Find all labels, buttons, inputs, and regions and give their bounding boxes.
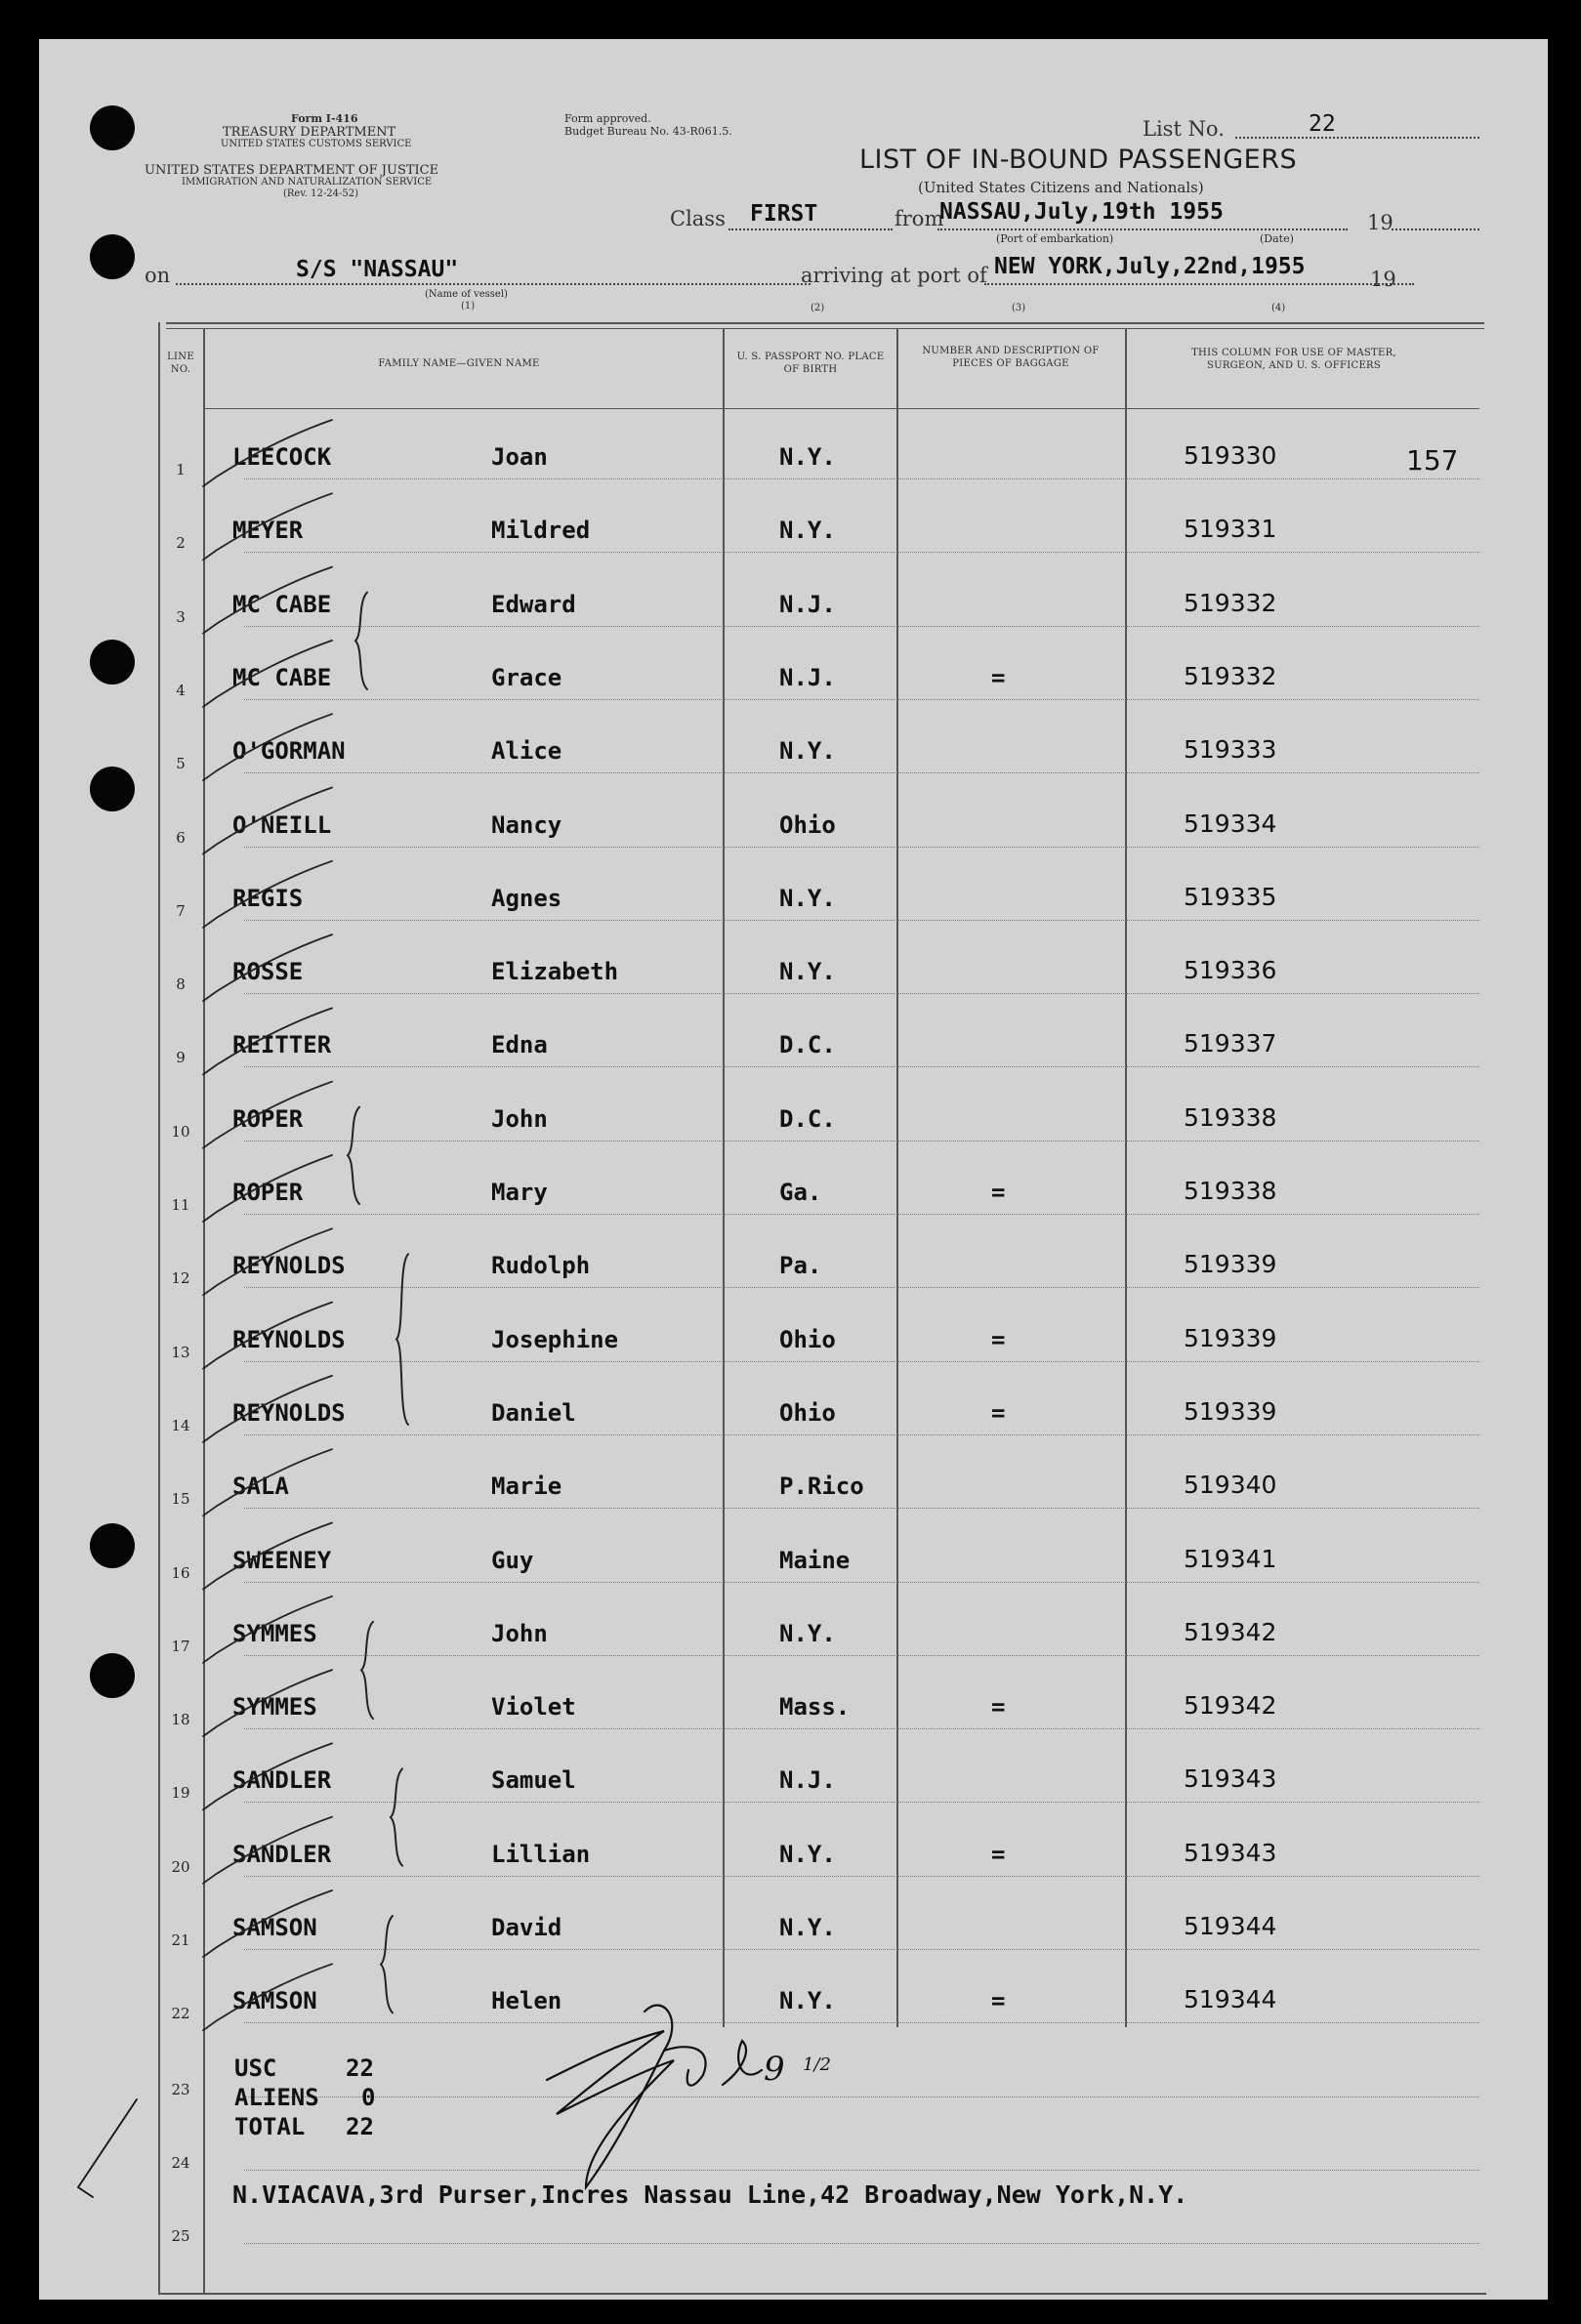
passenger-given-name: David bbox=[491, 1914, 562, 1941]
passenger-officer-code: 519335 bbox=[1184, 882, 1277, 911]
passenger-birthplace: Ohio bbox=[779, 1325, 836, 1353]
passenger-officer-code: 519339 bbox=[1184, 1323, 1277, 1352]
passenger-birthplace: Ohio bbox=[779, 810, 836, 839]
passenger-birthplace: P.Rico bbox=[779, 1473, 864, 1501]
passenger-officer-code: 519332 bbox=[1184, 588, 1277, 617]
passenger-given-name: Marie bbox=[491, 1473, 562, 1501]
passenger-family-name: ROSSE bbox=[232, 958, 304, 986]
passenger-officer-code: 519342 bbox=[1184, 1691, 1277, 1721]
budget-bureau: Budget Bureau No. 43-R061.5. bbox=[564, 125, 732, 138]
caption-2: (2) bbox=[811, 303, 825, 313]
passenger-family-name: SALA bbox=[232, 1473, 289, 1501]
col-header-baggage: NUMBER AND DESCRIPTION OF PIECES OF BAGGAGE bbox=[922, 346, 1100, 369]
passenger-birthplace: N.Y. bbox=[779, 443, 836, 471]
total-value: 22 bbox=[346, 2113, 374, 2140]
row-line-number: 23 bbox=[171, 2080, 190, 2098]
passenger-given-name: Edward bbox=[491, 590, 576, 618]
passenger-birthplace: N.Y. bbox=[779, 1840, 836, 1868]
purser-certification: N.VIACAVA,3rd Purser,Incres Nassau Line,42 Broadway,New York,N.Y. bbox=[232, 2180, 1188, 2209]
passenger-given-name: Helen bbox=[491, 1987, 562, 2015]
passenger-family-name: SYMMES bbox=[232, 1619, 317, 1647]
row-line-number: 12 bbox=[171, 1269, 190, 1288]
check-mark bbox=[203, 1743, 332, 1809]
passenger-officer-code: 519344 bbox=[1184, 1912, 1277, 1940]
check-mark bbox=[203, 1449, 332, 1515]
signature-suffix: 9 bbox=[764, 2050, 785, 2089]
passenger-given-name: Mildred bbox=[491, 517, 591, 545]
passenger-officer-code: 519342 bbox=[1184, 1617, 1277, 1646]
passenger-family-name: O'GORMAN bbox=[232, 737, 346, 766]
family-bracket bbox=[348, 1107, 359, 1204]
check-mark bbox=[203, 1964, 332, 2030]
form-number: Form I-416 bbox=[291, 112, 358, 125]
col-header-line-no: LINE NO. bbox=[167, 352, 194, 375]
passenger-birthplace: Mass. bbox=[779, 1693, 851, 1722]
check-mark bbox=[203, 567, 332, 634]
passenger-birthplace: Maine bbox=[779, 1546, 851, 1574]
passenger-family-name: SWEENEY bbox=[232, 1546, 332, 1574]
check-mark bbox=[203, 1008, 332, 1074]
passenger-family-name: MEYER bbox=[232, 517, 304, 545]
passenger-given-name: Josephine bbox=[491, 1325, 619, 1353]
passenger-given-name: Grace bbox=[491, 663, 562, 691]
passenger-birthplace: Pa. bbox=[779, 1252, 822, 1280]
row-line-number: 13 bbox=[171, 1343, 190, 1361]
passenger-birthplace: N.Y. bbox=[779, 737, 836, 766]
signature-fraction: 1/2 bbox=[803, 2054, 831, 2075]
row-line-number: 1 bbox=[176, 461, 186, 478]
passenger-family-name: REYNOLDS bbox=[232, 1252, 346, 1280]
document-page bbox=[39, 39, 1548, 2300]
passenger-officer-code: 519337 bbox=[1184, 1029, 1277, 1058]
passenger-officer-code: 519344 bbox=[1184, 1985, 1277, 2014]
list-no-value: 22 bbox=[1309, 111, 1336, 137]
passenger-officer-code: 519343 bbox=[1184, 1838, 1277, 1867]
family-bracket bbox=[381, 1916, 393, 2013]
from-label: from bbox=[895, 207, 944, 230]
passenger-family-name: MC CABE bbox=[232, 663, 332, 691]
passenger-family-name: SANDLER bbox=[232, 1766, 332, 1795]
family-bracket bbox=[391, 1768, 402, 1865]
passenger-family-name: REITTER bbox=[232, 1031, 332, 1059]
passenger-given-name: Joan bbox=[491, 443, 548, 471]
port-caption: (Port of embarkation) bbox=[996, 232, 1114, 245]
vessel-caption: (Name of vessel) bbox=[425, 289, 508, 300]
passenger-baggage: = bbox=[991, 1693, 1006, 1722]
aliens-label: ALIENS bbox=[234, 2084, 319, 2111]
check-mark bbox=[203, 1376, 332, 1442]
check-mark bbox=[203, 714, 332, 780]
passenger-officer-code: 519338 bbox=[1184, 1177, 1277, 1205]
row-line-number: 19 bbox=[171, 1784, 190, 1803]
passenger-family-name: REYNOLDS bbox=[232, 1325, 346, 1353]
row-line-number: 22 bbox=[171, 2005, 190, 2023]
passenger-baggage: = bbox=[991, 663, 1006, 691]
check-mark bbox=[203, 1817, 332, 1884]
passenger-birthplace: N.J. bbox=[779, 1766, 836, 1795]
year-label: 19 bbox=[1367, 211, 1394, 234]
check-mark bbox=[203, 493, 332, 560]
passenger-baggage: = bbox=[991, 1987, 1006, 2015]
check-mark bbox=[203, 1228, 332, 1295]
passenger-officer-code: 519334 bbox=[1184, 809, 1277, 838]
passenger-officer-code: 519336 bbox=[1184, 956, 1277, 985]
passenger-given-name: Rudolph bbox=[491, 1252, 591, 1280]
page-subtitle: (United States Citizens and Nationals) bbox=[918, 179, 1204, 196]
vessel-caption-num: (1) bbox=[461, 301, 476, 311]
passenger-officer-code: 519330 bbox=[1184, 441, 1277, 470]
row-line-number: 7 bbox=[176, 901, 186, 920]
treasury-dept: TREASURY DEPARTMENT bbox=[223, 125, 396, 140]
row-line-number: 8 bbox=[176, 975, 186, 994]
row-line-number: 6 bbox=[176, 828, 186, 847]
passenger-given-name: Alice bbox=[491, 737, 562, 766]
passenger-given-name: Samuel bbox=[491, 1766, 576, 1795]
passenger-given-name: John bbox=[491, 1619, 548, 1647]
passenger-family-name: O'NEILL bbox=[232, 810, 332, 839]
row-line-number: 10 bbox=[171, 1122, 190, 1141]
check-mark bbox=[203, 1890, 332, 1957]
passenger-family-name: ROPER bbox=[232, 1179, 304, 1206]
passenger-baggage: = bbox=[991, 1179, 1006, 1206]
passenger-given-name: Daniel bbox=[491, 1398, 576, 1427]
row-line-number: 14 bbox=[171, 1416, 190, 1434]
passenger-given-name: Nancy bbox=[491, 810, 562, 839]
ins-service: IMMIGRATION AND NATURALIZATION SERVICE bbox=[182, 177, 433, 187]
vessel-name: S/S "NASSAU" bbox=[296, 257, 459, 282]
check-mark bbox=[203, 934, 332, 1001]
caption-4: (4) bbox=[1271, 303, 1286, 313]
passenger-given-name: Elizabeth bbox=[491, 958, 619, 986]
check-mark bbox=[203, 1082, 332, 1148]
passenger-officer-code: 519340 bbox=[1184, 1471, 1277, 1500]
row-line-number: 21 bbox=[171, 1931, 190, 1949]
passenger-given-name: Guy bbox=[491, 1546, 534, 1574]
passenger-given-name: Agnes bbox=[491, 884, 562, 912]
passenger-officer-code: 519339 bbox=[1184, 1396, 1277, 1426]
passenger-birthplace: N.Y. bbox=[779, 1987, 836, 2015]
family-brackets bbox=[39, 39, 1548, 2300]
passenger-birthplace: N.J. bbox=[779, 663, 836, 691]
passenger-given-name: Violet bbox=[491, 1693, 576, 1722]
row-line-number: 4 bbox=[176, 681, 186, 699]
arrival-value: NEW YORK,July,22nd,1955 bbox=[994, 254, 1306, 279]
passenger-birthplace: D.C. bbox=[779, 1031, 836, 1059]
passenger-family-name: ROPER bbox=[232, 1104, 304, 1133]
col-header-name: FAMILY NAME—GIVEN NAME bbox=[378, 358, 540, 369]
row-line-number: 24 bbox=[171, 2153, 190, 2172]
passenger-given-name: John bbox=[491, 1104, 548, 1133]
family-bracket bbox=[396, 1254, 408, 1425]
passenger-officer-code: 519331 bbox=[1184, 515, 1277, 544]
arriving-label: arriving at port of bbox=[801, 264, 987, 287]
list-no-label: List No. bbox=[1143, 117, 1225, 141]
passenger-birthplace: N.Y. bbox=[779, 1619, 836, 1647]
row-line-number: 3 bbox=[176, 607, 186, 626]
row-line-number: 16 bbox=[171, 1563, 190, 1582]
row-line-number: 5 bbox=[176, 755, 186, 773]
customs-service: UNITED STATES CUSTOMS SERVICE bbox=[221, 139, 412, 149]
usc-label: USC bbox=[234, 2054, 277, 2082]
passenger-family-name: REYNOLDS bbox=[232, 1398, 346, 1427]
check-mark bbox=[203, 861, 332, 928]
row-line-number: 17 bbox=[171, 1637, 190, 1655]
passenger-given-name: Edna bbox=[491, 1031, 548, 1059]
check-mark bbox=[203, 1670, 332, 1736]
class-label: Class bbox=[670, 207, 726, 230]
aliens-value: 0 bbox=[361, 2084, 376, 2111]
passenger-birthplace: N.J. bbox=[779, 590, 836, 618]
passenger-family-name: SYMMES bbox=[232, 1693, 317, 1722]
passenger-family-name: MC CABE bbox=[232, 590, 332, 618]
form-revision: (Rev. 12-24-52) bbox=[283, 188, 359, 199]
passenger-baggage: = bbox=[991, 1840, 1006, 1868]
passenger-family-name: REGIS bbox=[232, 884, 304, 912]
passenger-birthplace: N.Y. bbox=[779, 1914, 836, 1941]
passenger-baggage: = bbox=[991, 1325, 1006, 1353]
check-mark bbox=[203, 788, 332, 854]
justice-dept: UNITED STATES DEPARTMENT OF JUSTICE bbox=[145, 163, 439, 178]
form-approved: Form approved. bbox=[564, 112, 651, 125]
class-value: FIRST bbox=[750, 201, 818, 227]
date-caption: (Date) bbox=[1260, 232, 1294, 245]
row-line-number: 18 bbox=[171, 1711, 190, 1729]
row-line-number: 11 bbox=[171, 1196, 190, 1214]
check-mark bbox=[203, 1303, 332, 1369]
passenger-birthplace: N.Y. bbox=[779, 884, 836, 912]
passenger-family-name: SANDLER bbox=[232, 1840, 332, 1868]
passenger-officer-code: 519333 bbox=[1184, 735, 1277, 765]
passenger-birthplace: Ga. bbox=[779, 1179, 822, 1206]
check-mark bbox=[203, 420, 332, 486]
passenger-officer-code: 519332 bbox=[1184, 661, 1277, 690]
row-line-number: 25 bbox=[171, 2227, 190, 2246]
row-line-number: 2 bbox=[176, 534, 186, 553]
check-mark bbox=[203, 1597, 332, 1663]
passenger-baggage: = bbox=[991, 1398, 1006, 1427]
passenger-family-name: SAMSON bbox=[232, 1914, 317, 1941]
family-bracket bbox=[361, 1622, 373, 1719]
check-mark bbox=[203, 1155, 332, 1222]
caption-3: (3) bbox=[1012, 303, 1026, 313]
on-label: on bbox=[145, 264, 171, 287]
passenger-family-name: LEECOCK bbox=[232, 443, 332, 471]
passenger-given-name: Mary bbox=[491, 1179, 548, 1206]
col-header-passport: U. S. PASSPORT NO. PLACE OF BIRTH bbox=[736, 352, 885, 375]
row-line-number: 9 bbox=[176, 1049, 186, 1067]
year-label-2: 19 bbox=[1370, 268, 1396, 291]
col-header-officers: THIS COLUMN FOR USE OF MASTER, SURGEON, AND U. S. OFFICERS bbox=[1191, 348, 1396, 371]
row-line-number: 20 bbox=[171, 1857, 190, 1876]
check-mark bbox=[203, 1523, 332, 1590]
margin-number: 157 bbox=[1406, 444, 1459, 477]
passenger-officer-code: 519338 bbox=[1184, 1102, 1277, 1132]
passenger-birthplace: Ohio bbox=[779, 1398, 836, 1427]
family-bracket bbox=[355, 593, 367, 689]
passenger-given-name: Lillian bbox=[491, 1840, 591, 1868]
passenger-officer-code: 519343 bbox=[1184, 1764, 1277, 1794]
check-mark bbox=[203, 641, 332, 707]
passenger-officer-code: 519341 bbox=[1184, 1544, 1277, 1573]
page-title: LIST OF IN-BOUND PASSENGERS bbox=[859, 145, 1298, 175]
total-label: TOTAL bbox=[234, 2113, 306, 2140]
passenger-birthplace: N.Y. bbox=[779, 958, 836, 986]
from-value: NASSAU,July,19th 1955 bbox=[939, 199, 1224, 225]
passenger-birthplace: D.C. bbox=[779, 1104, 836, 1133]
passenger-birthplace: N.Y. bbox=[779, 517, 836, 545]
usc-value: 22 bbox=[346, 2054, 374, 2082]
passenger-officer-code: 519339 bbox=[1184, 1250, 1277, 1279]
row-line-number: 15 bbox=[171, 1490, 190, 1509]
passenger-family-name: SAMSON bbox=[232, 1987, 317, 2015]
